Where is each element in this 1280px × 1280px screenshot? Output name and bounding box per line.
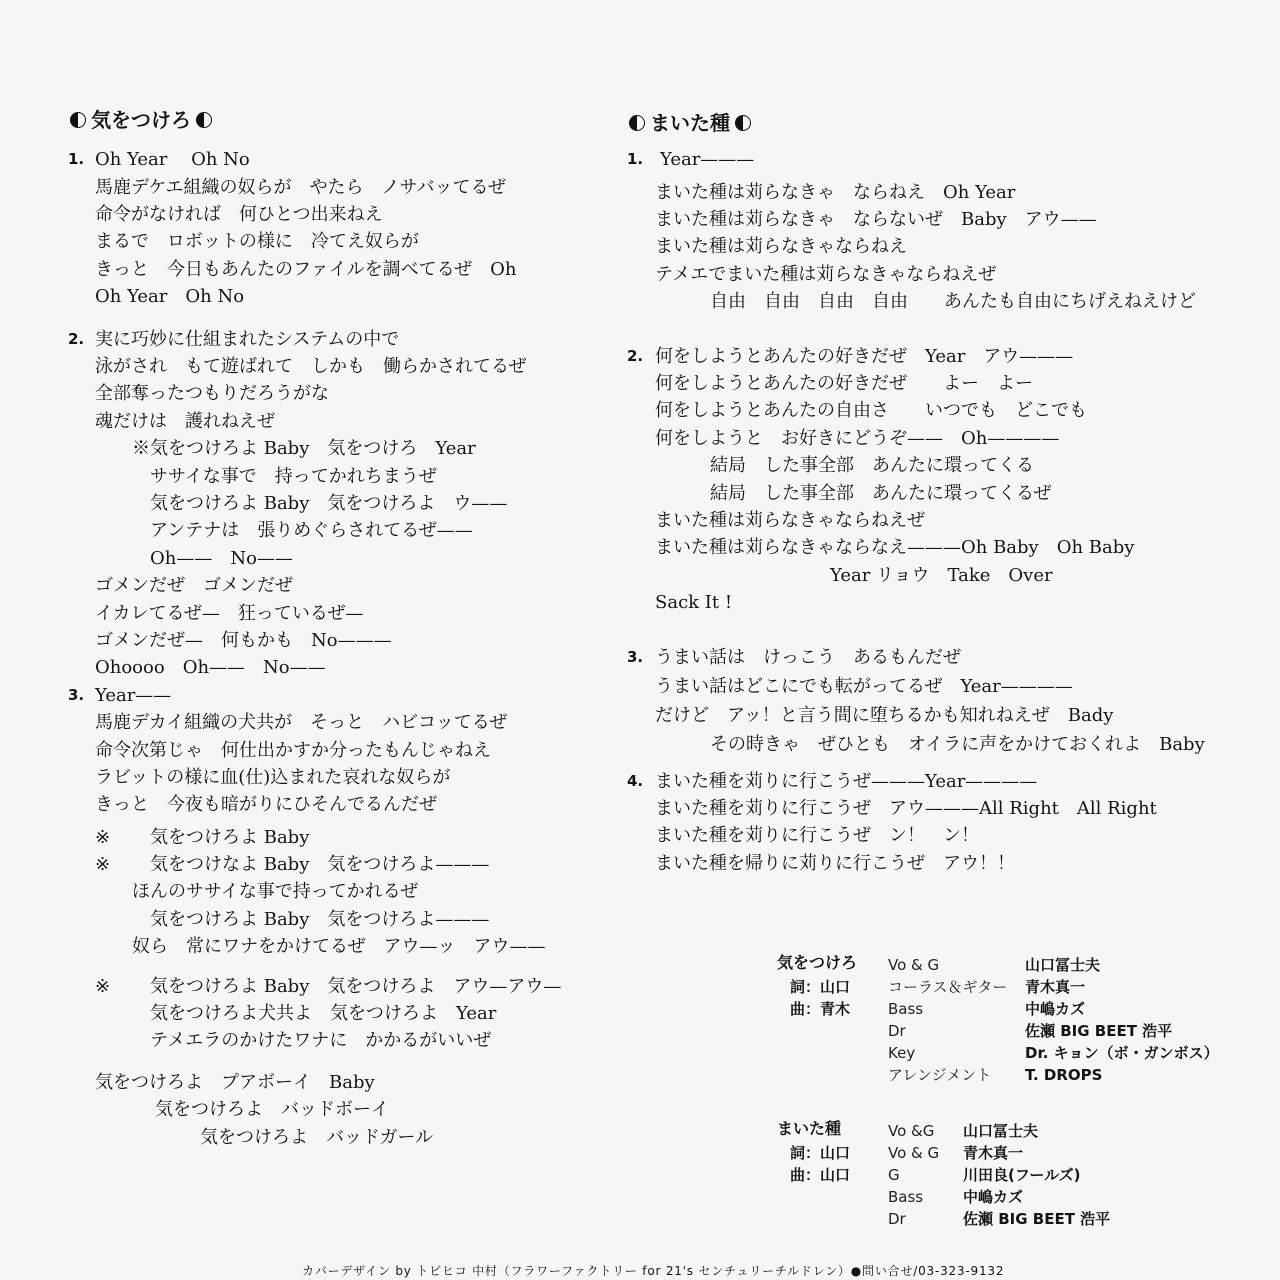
lyric-line: Year———: [660, 149, 755, 171]
lyric-line: Oh Year Oh No: [95, 286, 245, 308]
lyric-text: 気をつけろよ Baby: [150, 826, 310, 848]
lyric-line: Year リョウ Take Over: [830, 564, 1053, 586]
credit-name: 中嶋カズ: [963, 1188, 1024, 1206]
lyric-line: ゴメンだぜ ゴメンだぜ: [95, 575, 293, 597]
credit-name: 青木真一: [1025, 978, 1086, 996]
credit-name: 山口冨士夫: [1025, 956, 1101, 974]
credit-name: 山口冨士夫: [963, 1122, 1039, 1140]
lyric-line: 命令次第じゃ 何仕出かすか分ったもんじゃねえ: [95, 739, 491, 761]
credit-name: 佐瀬 BIG BEET 浩平: [1025, 1022, 1173, 1040]
lyric-line: 命令がなければ 何ひとつ出来ねえ: [95, 204, 383, 226]
lyric-line: Sack It !: [655, 592, 733, 614]
credit-song-title: まいた種: [777, 1119, 842, 1138]
credit-role: Vo & G: [888, 956, 940, 974]
lyric-line: 何をしようとあんたの自由さ いつでも どこでも: [655, 400, 1087, 422]
lyric-line: 気をつけろよ バッドボーイ: [155, 1099, 389, 1121]
lyric-line: 馬鹿デカイ組織の犬共が そっと ハビコッてるぜ: [95, 712, 508, 734]
half-circle-icon: [70, 112, 86, 128]
lyric-line: Year——: [95, 684, 172, 706]
lyric-line: まいた種を苅りに行こうぜ ン！ ン！: [655, 825, 979, 847]
lyric-line: まいた種は苅らなきゃ ならねえ Oh Year: [655, 181, 1016, 203]
half-circle-icon: [735, 115, 751, 131]
credit-role: Vo &G: [888, 1122, 935, 1140]
chorus-mark: ※: [95, 826, 111, 848]
verse-number: 1.: [627, 150, 644, 169]
lyric-line: うまい話は けっこう あるもんだぜ: [655, 646, 961, 668]
lyric-line: 結局 した事全部 あんたに環ってくる: [710, 455, 1034, 477]
lyric-line: アンテナは 張りめぐらされてるぜ——: [150, 520, 473, 542]
verses: [68, 146, 624, 1151]
footer-credit: カバーデザイン by トビヒコ 中村（フラワーファクトリー for 21's センチュリーチルドレン）●問い合せ/03-323-9132: [302, 1264, 1005, 1278]
lyric-line: まいた種を苅りに行こうぜ———Year————: [655, 770, 1038, 792]
credit-name: 川田良(フールズ): [963, 1166, 1081, 1184]
credit-composer: 曲：青木: [790, 1000, 851, 1018]
song-title: 気をつけろ: [91, 108, 191, 132]
lyric-line: ほんのササイな事で持ってかれるぜ: [132, 881, 419, 903]
verse-number: 3.: [68, 685, 85, 704]
credit-member-row: [888, 1142, 1110, 1164]
lyric-text: 気をつけなよ Baby 気をつけろよ———: [150, 854, 490, 876]
credit-role: Vo & G: [888, 1144, 940, 1162]
credit-role: Dr: [888, 1022, 906, 1040]
lyric-line: 泳がされ もて遊ばれて しかも 働らかされてるぜ: [95, 356, 527, 378]
lyric-line: まるで ロボットの様に 冷てえ奴らが: [95, 231, 419, 253]
credit-lyricist: 詞：山口: [790, 978, 851, 996]
lyric-line: [68, 973, 624, 1000]
lyric-line: Ohoooo Oh—— No——: [95, 657, 326, 679]
credit-name: T. DROPS: [1025, 1066, 1103, 1084]
verse-number: 4.: [627, 771, 644, 790]
credit-role: Bass: [888, 1000, 924, 1018]
credit-role: Key: [888, 1044, 916, 1062]
lyric-line: ゴメンだぜ— 何もかも No———: [95, 629, 392, 651]
lyric-line: 結局 した事全部 あんたに環ってくるぜ: [710, 482, 1052, 504]
credit-member-row: [888, 1186, 1110, 1208]
lyric-line: 自由 自由 自由 自由 あんたも自由にちげえねえけど: [710, 291, 1196, 313]
verse-number: 3.: [627, 647, 644, 666]
lyric-line: まいた種を帰りに苅りに行こうぜ アウ！！: [655, 852, 1015, 874]
verse-number: 2.: [627, 346, 644, 365]
verse-number: 2.: [68, 329, 85, 348]
chorus-mark: ※: [95, 975, 111, 997]
verse-number: 1.: [68, 150, 85, 169]
song-title: まいた種: [650, 111, 730, 135]
credit-name: 青木真一: [963, 1144, 1024, 1162]
credit-lyricist: 詞：山口: [790, 1144, 851, 1162]
lyric-line: イカレてるぜ— 狂っているぜ—: [95, 602, 364, 624]
lyric-line: 馬鹿デケエ組織の奴らが やたら ノサバッてるぜ: [95, 176, 506, 198]
lyric-text: 気をつけろよ Baby 気をつけろよ アウ—アウ—: [150, 975, 562, 997]
lyric-line: 気をつけろよ バッドガール: [200, 1126, 434, 1148]
credit-role: Dr: [888, 1210, 906, 1228]
lyric-line: ※気をつけろよ Baby 気をつけろ Year: [132, 438, 476, 460]
credit-role: コーラス＆ギター: [888, 978, 1008, 996]
credit-role: Bass: [888, 1188, 924, 1206]
lyric-line: きっと 今日もあんたのファイルを調べてるぜ Oh: [95, 258, 517, 280]
lyric-line: 実に巧妙に仕組まれたシステムの中で: [95, 328, 400, 350]
verse: [627, 146, 1267, 315]
credit-member-row: [888, 1042, 1219, 1064]
lyric-line: まいた種は苅らなきゃ ならないぜ Baby アウ——: [655, 209, 1097, 231]
lyric-line: ササイな事で 持ってかれちまうぜ: [150, 465, 437, 487]
lyric-line: Oh—— No——: [150, 547, 293, 569]
lyric-line: 魂だけは 護れねえぜ: [95, 410, 275, 432]
lyric-line: まいた種は苅らなきゃならねえぜ: [655, 509, 925, 531]
lyric-line: まいた種は苅らなきゃならなえ———Oh Baby Oh Baby: [655, 537, 1135, 559]
verse: [68, 682, 624, 1151]
credit-heading: [777, 1120, 887, 1186]
credit-member-row: [888, 954, 1219, 976]
verses: [627, 146, 1267, 877]
lyric-line: 全部奪ったつもりだろうがな: [95, 383, 329, 405]
credit-name: 中嶋カズ: [1025, 1000, 1086, 1018]
credit-member-row: [888, 998, 1219, 1020]
credit-member-row: [888, 1064, 1219, 1086]
lyric-line: Oh Year Oh No: [95, 149, 250, 171]
verse: [627, 768, 1267, 878]
credit-name: Dr. キョン（ボ・ガンボス）: [1025, 1044, 1219, 1062]
credit-members: [888, 1120, 1110, 1230]
credit-member-row: [888, 1120, 1110, 1142]
lyric-line: ラビットの様に血(仕)込まれた哀れな奴らが: [95, 766, 451, 788]
song-title-block: [70, 107, 212, 133]
lyric-line: きっと 今夜も暗がりにひそんでるんだぜ: [95, 794, 437, 816]
credit-member-row: [888, 1208, 1110, 1230]
chorus-mark: ※: [95, 854, 111, 876]
credit-composer: 曲：山口: [790, 1166, 851, 1184]
lyric-line: 何をしようとあんたの好きだぜ Year アウ———: [655, 345, 1074, 367]
verse: [68, 326, 624, 682]
credit-member-row: [888, 1164, 1110, 1186]
credit-role: アレンジメント: [888, 1066, 992, 1084]
lyric-line: 気をつけろよ Baby 気をつけろよ ウ——: [150, 492, 508, 514]
lyric-line: テメエでまいた種は苅らなきゃならねえぜ: [655, 263, 997, 285]
lyric-line: [68, 851, 624, 878]
verse: [627, 343, 1267, 617]
credit-name: 佐瀬 BIG BEET 浩平: [963, 1210, 1111, 1228]
credit-song-title: 気をつけろ: [777, 953, 858, 972]
lyric-line: だけど アッ！と言う間に堕ちるかも知れねえぜ Bady: [655, 704, 1114, 726]
credit-role: G: [888, 1166, 900, 1184]
half-circle-icon: [629, 115, 645, 131]
credit-members: [888, 954, 1219, 1086]
lyric-line: まいた種を苅りに行こうぜ アウ———All Right All Right: [655, 797, 1157, 819]
credit-member-row: [888, 976, 1219, 998]
lyric-line: 奴ら 常にワナをかけてるぜ アウ—ッ アウ——: [132, 936, 546, 958]
lyric-line: 何をしようとあんたの好きだぜ よー よー: [655, 373, 1033, 395]
lyric-line: 気をつけろよ犬共よ 気をつけろよ Year: [150, 1003, 497, 1025]
credit-heading: [777, 954, 887, 1020]
lyric-line: まいた種は苅らなきゃならねえ: [655, 236, 907, 258]
lyric-line: 気をつけろよ Baby 気をつけろよ———: [150, 908, 490, 930]
verse: [68, 146, 624, 310]
half-circle-icon: [196, 112, 212, 128]
lyric-line: 気をつけろよ プアボーイ Baby: [95, 1071, 375, 1093]
lyric-line: うまい話はどこにでも転がってるぜ Year————: [655, 675, 1073, 697]
lyric-line: [68, 824, 624, 851]
song-title-block: [629, 110, 751, 136]
lyric-line: テメエラのかけたワナに かかるがいいぜ: [150, 1030, 492, 1052]
lyric-line: その時きゃ ぜひとも オイラに声をかけておくれよ Baby: [710, 733, 1205, 755]
verse: [627, 643, 1267, 759]
lyric-line: 何をしようと お好きにどうぞ—— Oh————: [655, 427, 1060, 449]
credit-member-row: [888, 1020, 1219, 1042]
